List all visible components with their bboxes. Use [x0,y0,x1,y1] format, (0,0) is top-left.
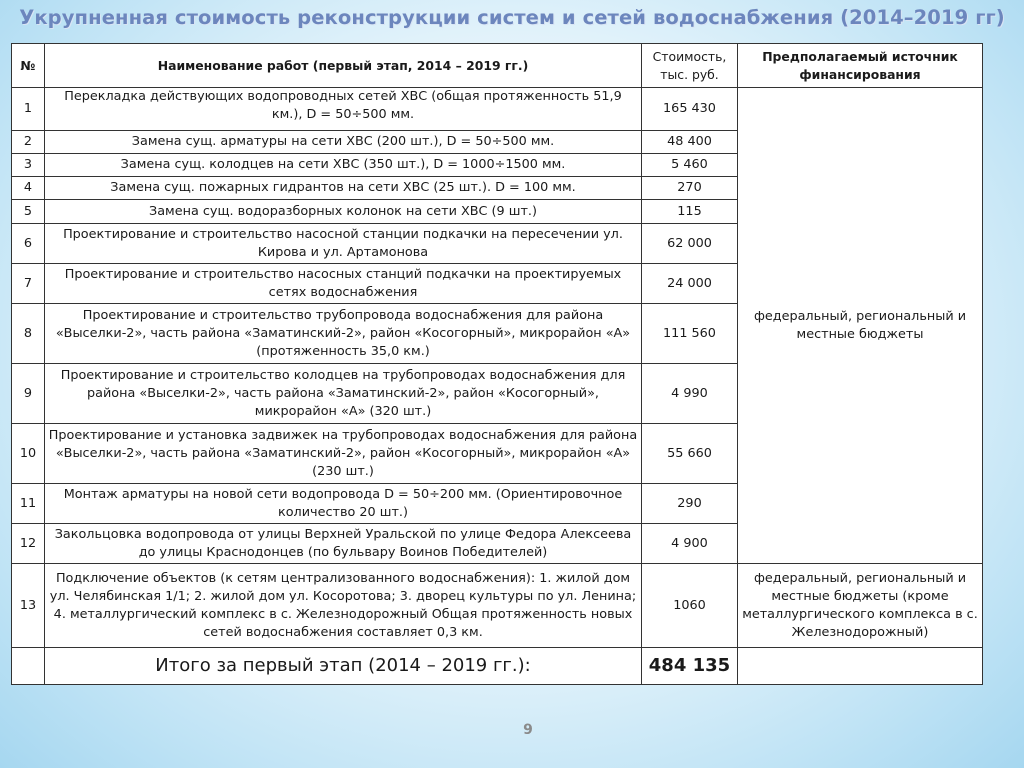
table-row [12,88,983,131]
row-num: 8 [12,304,45,364]
row-num: 10 [12,424,45,484]
row-num: 13 [12,564,45,648]
row-name: Проектирование и установка задвижек на трубопроводах водоснабжения для района «Выселки-2», часть района «Заматинский-2», район «Косогорный», микрорайон «А» (230 шт.) [45,424,642,484]
row-name: Замена сущ. колодцев на сети ХВС (350 шт.), D = 1000÷1500 мм. [45,154,642,177]
row-name: Подключение объектов (к сетям централизованного водоснабжения): 1. жилой дом ул. Челябинская 1/1; 2. жилой дом ул. Косоротова; 3. дворец культуры по ул. Ленина; 4. металлургический комплекс в с. Железнодорожный Общая протяженность новых сетей водоснабжения составляет 0,3 км. [45,564,642,648]
header-cost-line2: тыс. руб. [660,66,719,82]
row-name: Закольцовка водопровода от улицы Верхней Уральской по улице Федора Алексеева до улицы Краснодонцев (по бульвару Воинов Победителей) [45,524,642,564]
row-name: Замена сущ. водоразборных колонок на сети ХВС (9 шт.) [45,200,642,224]
row-cost: 165 430 [642,88,738,131]
row-cost: 5 460 [642,154,738,177]
row-cost: 290 [642,484,738,524]
header-source-line1: Предполагаемый источник [762,48,958,64]
row-cost: 48 400 [642,131,738,154]
row-num: 7 [12,264,45,304]
slide-title: Укрупненная стоимость реконструкции систем и сетей водоснабжения (2014–2019 гг) [19,6,1005,29]
total-source-empty [738,648,983,685]
row-cost: 4 900 [642,524,738,564]
table-header-row [12,44,983,88]
header-source [738,44,983,88]
row-cost: 115 [642,200,738,224]
header-cost [642,44,738,88]
row-cost: 24 000 [642,264,738,304]
page-number: 9 [523,722,533,738]
row-num: 4 [12,177,45,200]
header-cost-line1: Стоимость, [652,48,727,64]
row-num: 2 [12,131,45,154]
header-name: Наименование работ (первый этап, 2014 – 2019 гг.) [45,44,642,88]
total-row [12,648,983,685]
row-name: Проектирование и строительство насосной станции подкачки на пересечении ул. Кирова и ул. Артамонова [45,224,642,264]
row-name: Замена сущ. пожарных гидрантов на сети ХВС (25 шт.). D = 100 мм. [45,177,642,200]
row-num: 5 [12,200,45,224]
header-source-line2: финансирования [799,66,921,82]
row-cost: 270 [642,177,738,200]
row-cost: 4 990 [642,364,738,424]
row-num: 1 [12,88,45,131]
row-name: Проектирование и строительство трубопровода водоснабжения для района «Выселки-2», часть района «Заматинский-2», район «Косогорный», микрорайон «А» (протяженность 35,0 км.) [45,304,642,364]
row-cost: 55 660 [642,424,738,484]
header-num: № [12,44,45,88]
row-num: 9 [12,364,45,424]
row-cost: 62 000 [642,224,738,264]
row-num: 11 [12,484,45,524]
row-name: Проектирование и строительство насосных станций подкачки на проектируемых сетях водоснабжения [45,264,642,304]
table-row [12,564,983,648]
row-num: 12 [12,524,45,564]
row-name: Перекладка действующих водопроводных сетей ХВС (общая протяженность 51,9 км.), D = 50÷500 мм. [45,88,642,131]
total-num-empty [12,648,45,685]
total-label: Итого за первый этап (2014 – 2019 гг.): [45,648,642,685]
row-name: Проектирование и строительство колодцев на трубопроводах водоснабжения для района «Выселки-2», часть района «Заматинский-2», район «Косогорный», микрорайон «А» (320 шт.) [45,364,642,424]
row-source: федеральный, региональный и местные бюджеты (кроме металлургического комплекса в с. Железнодорожный) [738,564,983,648]
cost-table [11,43,983,685]
row-num: 3 [12,154,45,177]
total-value: 484 135 [642,648,738,685]
cost-table-container [11,43,982,685]
row-name: Монтаж арматуры на новой сети водопровода D = 50÷200 мм. (Ориентировочное количество 20 шт.) [45,484,642,524]
row-source-merged: федеральный, региональный и местные бюджеты [738,88,983,564]
row-cost: 1060 [642,564,738,648]
row-num: 6 [12,224,45,264]
row-name: Замена сущ. арматуры на сети ХВС (200 шт.), D = 50÷500 мм. [45,131,642,154]
row-cost: 111 560 [642,304,738,364]
